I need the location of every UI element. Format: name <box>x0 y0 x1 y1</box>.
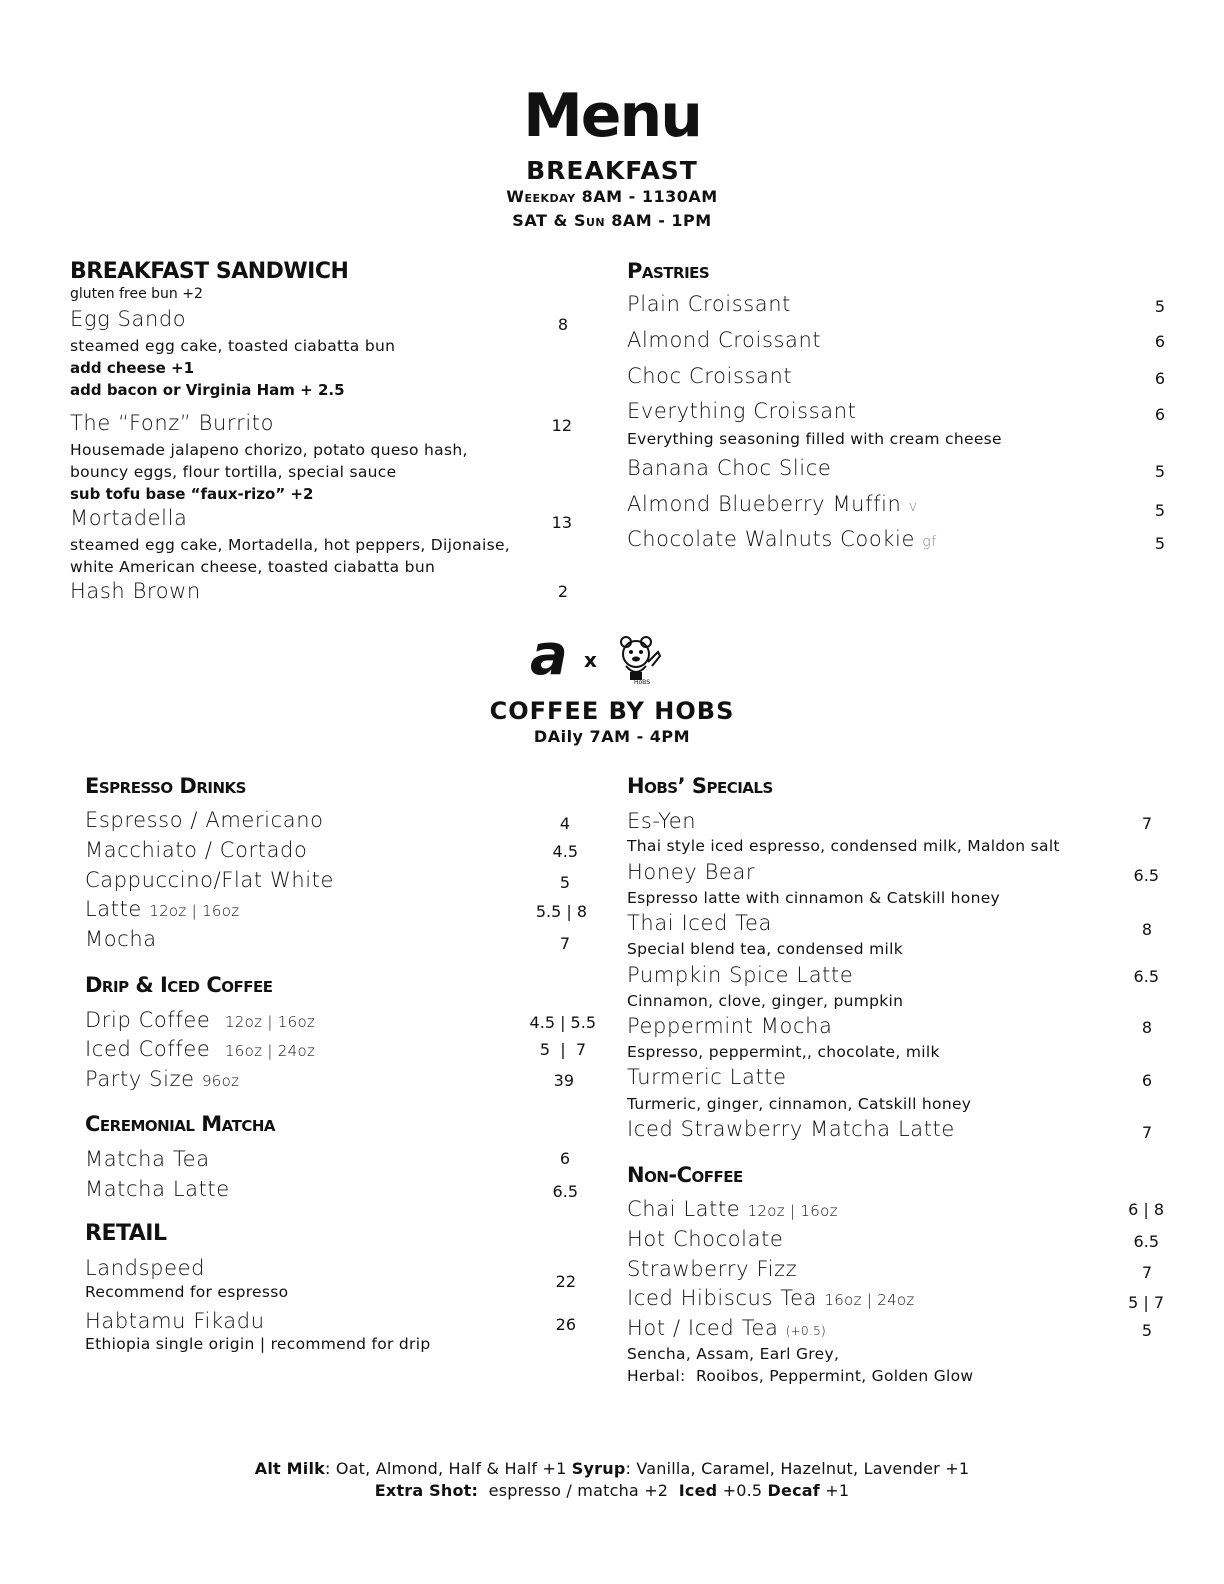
alt-milk-text: : Oat, Almond, Half & Half +1 <box>325 1459 572 1478</box>
decaf-label: Decaf <box>767 1481 820 1500</box>
espresso-price: 5.5 | 8 <box>535 902 587 921</box>
special-item: Pumpkin Spice Latte <box>627 963 854 987</box>
espresso-item <box>85 897 239 921</box>
drip-heading: Drip & Iced Coffee <box>85 973 273 997</box>
special-price: 7 <box>1141 814 1152 833</box>
coffee-hours: DAily 7AM - 4PM <box>533 727 691 746</box>
special-item: Peppermint Mocha <box>627 1014 833 1038</box>
special-price: 8 <box>1141 920 1152 939</box>
special-price: 6.5 <box>1133 967 1159 986</box>
egg-sando-desc: steamed egg cake, toasted ciabatta bun <box>70 337 396 355</box>
syrup-label: Syrup <box>571 1459 626 1478</box>
matcha-item: Matcha Tea <box>85 1147 210 1171</box>
pastry-price: 6 <box>1154 332 1165 351</box>
egg-sando-add-cheese: add cheese +1 <box>70 359 195 377</box>
non-coffee-item: Strawberry Fizz <box>627 1257 798 1281</box>
non-coffee-item: Hot Chocolate <box>627 1227 784 1251</box>
tea-options-1: Sencha, Assam, Earl Grey, <box>627 1345 840 1363</box>
special-item: Honey Bear <box>627 860 756 884</box>
iced-label: Iced <box>678 1481 718 1500</box>
special-price: 6.5 <box>1133 866 1159 885</box>
gluten-free-tag: gf <box>922 534 937 550</box>
espresso-item: Macchiato / Cortado <box>85 838 308 862</box>
mortadella-desc-1: steamed egg cake, Mortadella, hot peppers, Dijonaise, <box>70 536 511 554</box>
non-coffee-item <box>627 1286 915 1310</box>
special-item: Es-Yen <box>627 809 697 833</box>
non-coffee-item <box>627 1197 838 1221</box>
collab-x: x <box>584 648 597 672</box>
retail-item: Habtamu Fikadu <box>85 1309 265 1333</box>
extra-shot-text: espresso / matcha +2 <box>478 1481 679 1500</box>
special-price: 6 <box>1141 1071 1152 1090</box>
alt-milk-label: Alt Milk <box>254 1459 325 1478</box>
coffee-by-hobs-heading: COFFEE BY HOBS <box>489 697 735 725</box>
iced-text: +0.5 <box>717 1481 768 1500</box>
special-desc: Cinnamon, clove, ginger, pumpkin <box>627 992 904 1010</box>
mortadella-name: Mortadella <box>70 506 188 530</box>
hash-brown-name: Hash Brown <box>70 579 201 603</box>
pastry-price: 6 <box>1154 405 1165 424</box>
burrito-name: The “Fonz” Burrito <box>70 411 275 435</box>
non-coffee-price: 6 | 8 <box>1128 1200 1164 1219</box>
special-desc: Espresso latte with cinnamon & Catskill honey <box>627 889 1001 907</box>
pastry-price: 6 <box>1154 369 1165 388</box>
egg-sando-add-meat: add bacon or Virginia Ham + 2.5 <box>70 381 345 399</box>
drip-item <box>85 1008 315 1032</box>
mortadella-price: 13 <box>551 513 572 532</box>
retail-item: Landspeed <box>85 1256 206 1280</box>
extra-shot-label: Extra Shot: <box>374 1481 479 1500</box>
espresso-item: Cappuccino/Flat White <box>85 868 335 892</box>
non-coffee-price: 5 <box>1141 1321 1152 1340</box>
drip-price: 5 | 7 <box>539 1040 586 1059</box>
pastry-item: Plain Croissant <box>627 292 791 316</box>
special-desc: Turmeric, ginger, cinnamon, Catskill honey <box>627 1095 972 1113</box>
egg-sando-name: Egg Sando <box>70 307 187 331</box>
retail-desc: Recommend for espresso <box>85 1283 289 1301</box>
special-price: 8 <box>1141 1018 1152 1037</box>
matcha-price: 6.5 <box>552 1182 578 1201</box>
size-options: 16oz | 24oz <box>824 1291 915 1309</box>
egg-sando-price: 8 <box>557 315 568 334</box>
drip-price: 4.5 | 5.5 <box>529 1013 596 1032</box>
iced-surcharge: (+0.5) <box>785 1324 827 1338</box>
matcha-item: Matcha Latte <box>85 1177 230 1201</box>
breakfast-sandwich-heading: BREAKFAST SANDWICH <box>70 259 349 284</box>
pastry-item <box>627 492 918 516</box>
retail-desc: Ethiopia single origin | recommend for drip <box>85 1335 431 1353</box>
espresso-item: Espresso / Americano <box>85 808 324 832</box>
pastry-price: 5 <box>1154 462 1165 481</box>
syrup-text: : Vanilla, Caramel, Hazelnut, Lavender +1 <box>625 1459 970 1478</box>
size-options: 12oz | 16oz <box>149 902 240 920</box>
drip-item <box>85 1067 239 1091</box>
size-options: 12oz | 16oz <box>747 1202 838 1220</box>
matcha-heading: Ceremonial Matcha <box>85 1112 275 1136</box>
size-options: 16oz | 24oz <box>224 1042 316 1060</box>
non-coffee-price: 6.5 <box>1133 1232 1159 1251</box>
special-price: 7 <box>1141 1123 1152 1142</box>
footer-line-1 <box>0 1459 1224 1478</box>
espresso-item-name: Latte <box>85 897 142 921</box>
pastry-item-name: Chocolate Walnuts Cookie <box>627 527 916 551</box>
pastry-item: Banana Choc Slice <box>627 456 832 480</box>
espresso-heading: Espresso Drinks <box>85 774 246 798</box>
a-logo: a <box>530 623 568 688</box>
non-coffee-price: 7 <box>1141 1263 1152 1282</box>
footer-line-2 <box>0 1481 1224 1500</box>
gluten-free-note: gluten free bun +2 <box>70 286 203 302</box>
breakfast-hours-weekday: Weekday 8AM - 1130AM <box>506 187 718 206</box>
retail-price: 22 <box>555 1272 576 1291</box>
burrito-desc-2: bouncy eggs, flour tortilla, special sauce <box>70 463 397 481</box>
mortadella-desc-2: white American cheese, toasted ciabatta bun <box>70 558 436 576</box>
size-options: 96oz <box>201 1072 240 1090</box>
vegan-tag: v <box>908 499 918 515</box>
espresso-price: 4 <box>559 814 570 833</box>
hash-brown-price: 2 <box>557 582 568 601</box>
special-desc: Thai style iced espresso, condensed milk, Maldon salt <box>627 837 1060 855</box>
pastry-item: Choc Croissant <box>627 364 793 388</box>
espresso-price: 7 <box>559 934 570 953</box>
espresso-price: 4.5 <box>552 842 578 861</box>
non-coffee-item <box>627 1316 826 1340</box>
espresso-price: 5 <box>559 873 570 892</box>
special-item: Thai Iced Tea <box>627 911 773 935</box>
pastry-desc: Everything seasoning filled with cream cheese <box>627 430 1002 448</box>
special-item: Iced Strawberry Matcha Latte <box>627 1117 955 1141</box>
retail-heading: RETAIL <box>85 1221 167 1246</box>
pastry-item <box>627 527 937 551</box>
retail-price: 26 <box>555 1315 576 1334</box>
matcha-price: 6 <box>559 1149 570 1168</box>
pastry-price: 5 <box>1154 297 1165 316</box>
burrito-sub-note: sub tofu base “faux-rizo” +2 <box>70 485 314 503</box>
non-coffee-item-name: Chai Latte <box>627 1197 741 1221</box>
size-options: 12oz | 16oz <box>224 1013 316 1031</box>
breakfast-heading: BREAKFAST <box>526 156 698 185</box>
pastry-item-name: Almond Blueberry Muffin <box>627 492 902 516</box>
drip-price: 39 <box>553 1071 574 1090</box>
non-coffee-heading: Non-Coffee <box>627 1163 743 1187</box>
hobs-logo-text: HoBS <box>634 679 651 686</box>
pastry-price: 5 <box>1154 501 1165 520</box>
burrito-price: 12 <box>551 416 572 435</box>
drip-item-name: Party Size <box>85 1067 195 1091</box>
espresso-item: Mocha <box>85 927 157 951</box>
drip-item-name: Drip Coffee <box>85 1008 211 1032</box>
drip-item-name: Iced Coffee <box>85 1037 211 1061</box>
special-item: Turmeric Latte <box>627 1065 787 1089</box>
breakfast-hours-weekend: SAT & Sun 8AM - 1PM <box>512 211 712 230</box>
burrito-desc-1: Housemade jalapeno chorizo, potato queso hash, <box>70 441 468 459</box>
special-desc: Special blend tea, condensed milk <box>627 940 904 958</box>
menu-title: Menu <box>523 81 701 151</box>
pastry-item: Everything Croissant <box>627 399 857 423</box>
decaf-text: +1 <box>819 1481 850 1500</box>
pastry-item: Almond Croissant <box>627 328 822 352</box>
special-desc: Espresso, peppermint,, chocolate, milk <box>627 1043 940 1061</box>
pastry-price: 5 <box>1154 534 1165 553</box>
non-coffee-price: 5 | 7 <box>1128 1293 1164 1312</box>
pastries-heading: Pastries <box>627 259 710 283</box>
hobs-specials-heading: Hobs’ Specials <box>627 774 773 798</box>
drip-item <box>85 1037 315 1061</box>
non-coffee-item-name: Hot / Iced Tea <box>627 1316 779 1340</box>
non-coffee-item-name: Iced Hibiscus Tea <box>627 1286 818 1310</box>
tea-options-2: Herbal: Rooibos, Peppermint, Golden Glow <box>627 1367 974 1385</box>
